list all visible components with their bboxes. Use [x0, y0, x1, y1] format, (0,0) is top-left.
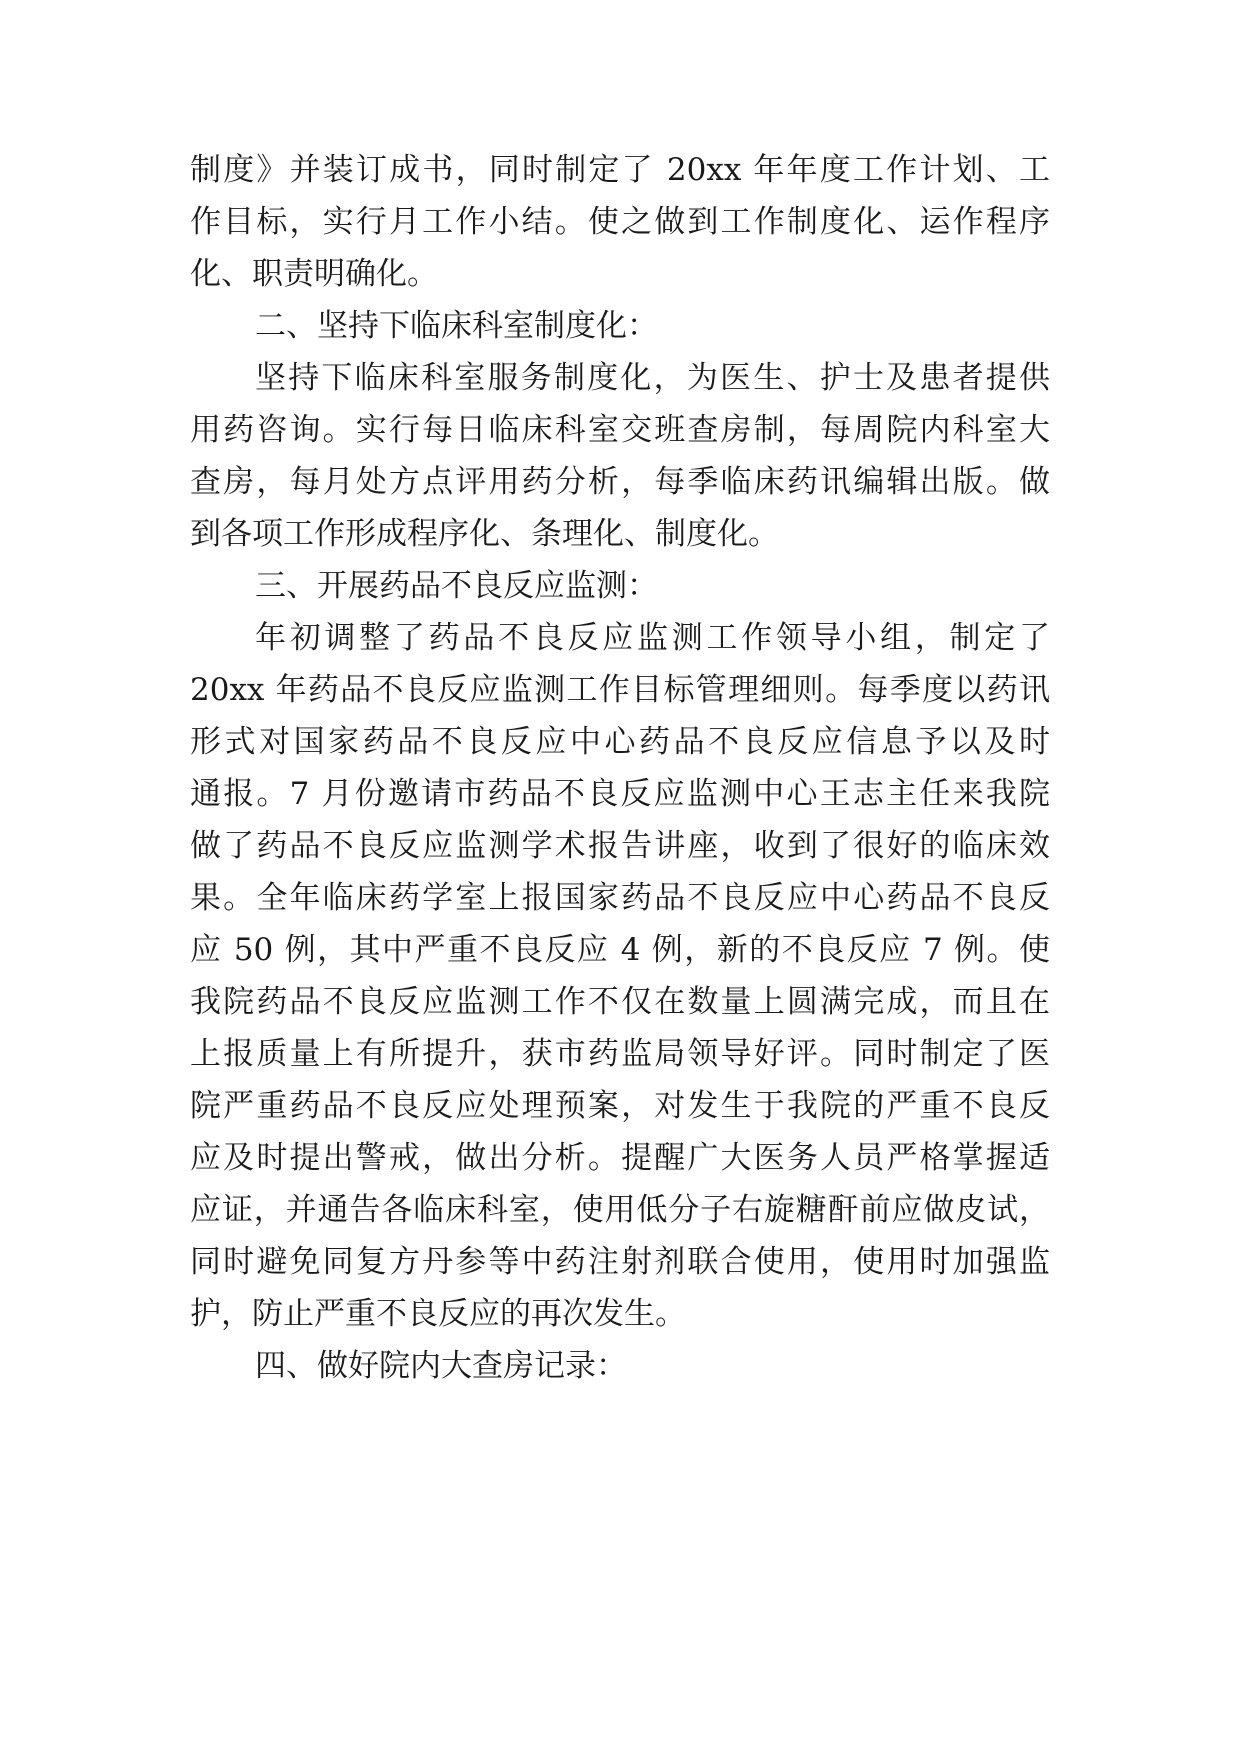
body-text-line: 形式对国家药品不良反应中心药品不良反应信息予以及时	[190, 724, 1050, 760]
body-text-line: 院严重药品不良反应处理预案，对发生于我院的严重不良反	[190, 1088, 1050, 1124]
body-text-line: 应 50 例，其中严重不良反应 4 例，新的不良反应 7 例。使	[190, 932, 1050, 968]
body-text-line: 护，防止严重不良反应的再次发生。	[190, 1296, 686, 1332]
body-text-line: 到各项工作形成程序化、条理化、制度化。	[190, 516, 779, 552]
body-text-line: 年初调整了药品不良反应监测工作领导小组，制定了	[255, 620, 1050, 656]
body-text-line: 做了药品不良反应监测学术报告讲座，收到了很好的临床效	[190, 828, 1050, 864]
body-text-line: 用药咨询。实行每日临床科室交班查房制，每周院内科室大	[190, 412, 1050, 448]
body-text-line: 应证，并通告各临床科室，使用低分子右旋糖酐前应做皮试，	[190, 1192, 1050, 1228]
body-text-line: 制度》并装订成书，同时制定了 20xx 年年度工作计划、工	[190, 152, 1050, 188]
body-text-line: 20xx 年药品不良反应监测工作目标管理细则。每季度以药讯	[190, 672, 1050, 708]
body-text-line: 化、职责明确化。	[190, 256, 438, 292]
body-text-line: 应及时提出警戒，做出分析。提醒广大医务人员严格掌握适	[190, 1140, 1050, 1176]
body-text-line: 作目标，实行月工作小结。使之做到工作制度化、运作程序	[190, 204, 1050, 240]
body-text-line: 果。全年临床药学室上报国家药品不良反应中心药品不良反	[190, 880, 1050, 916]
body-text-line: 上报质量上有所提升，获市药监局领导好评。同时制定了医	[190, 1036, 1050, 1072]
body-text-line: 查房，每月处方点评用药分析，每季临床药讯编辑出版。做	[190, 464, 1050, 500]
section-heading-2: 二、坚持下临床科室制度化：	[255, 308, 658, 344]
body-text-line: 我院药品不良反应监测工作不仅在数量上圆满完成，而且在	[190, 984, 1050, 1020]
body-text-line: 坚持下临床科室服务制度化，为医生、护士及患者提供	[255, 360, 1050, 396]
body-text-line: 同时避免同复方丹参等中药注射剂联合使用，使用时加强监	[190, 1244, 1050, 1280]
body-text-line: 通报。7 月份邀请市药品不良反应监测中心王志主任来我院	[190, 776, 1050, 812]
section-heading-3: 三、开展药品不良反应监测：	[255, 568, 658, 604]
section-heading-4: 四、做好院内大查房记录：	[255, 1348, 627, 1384]
